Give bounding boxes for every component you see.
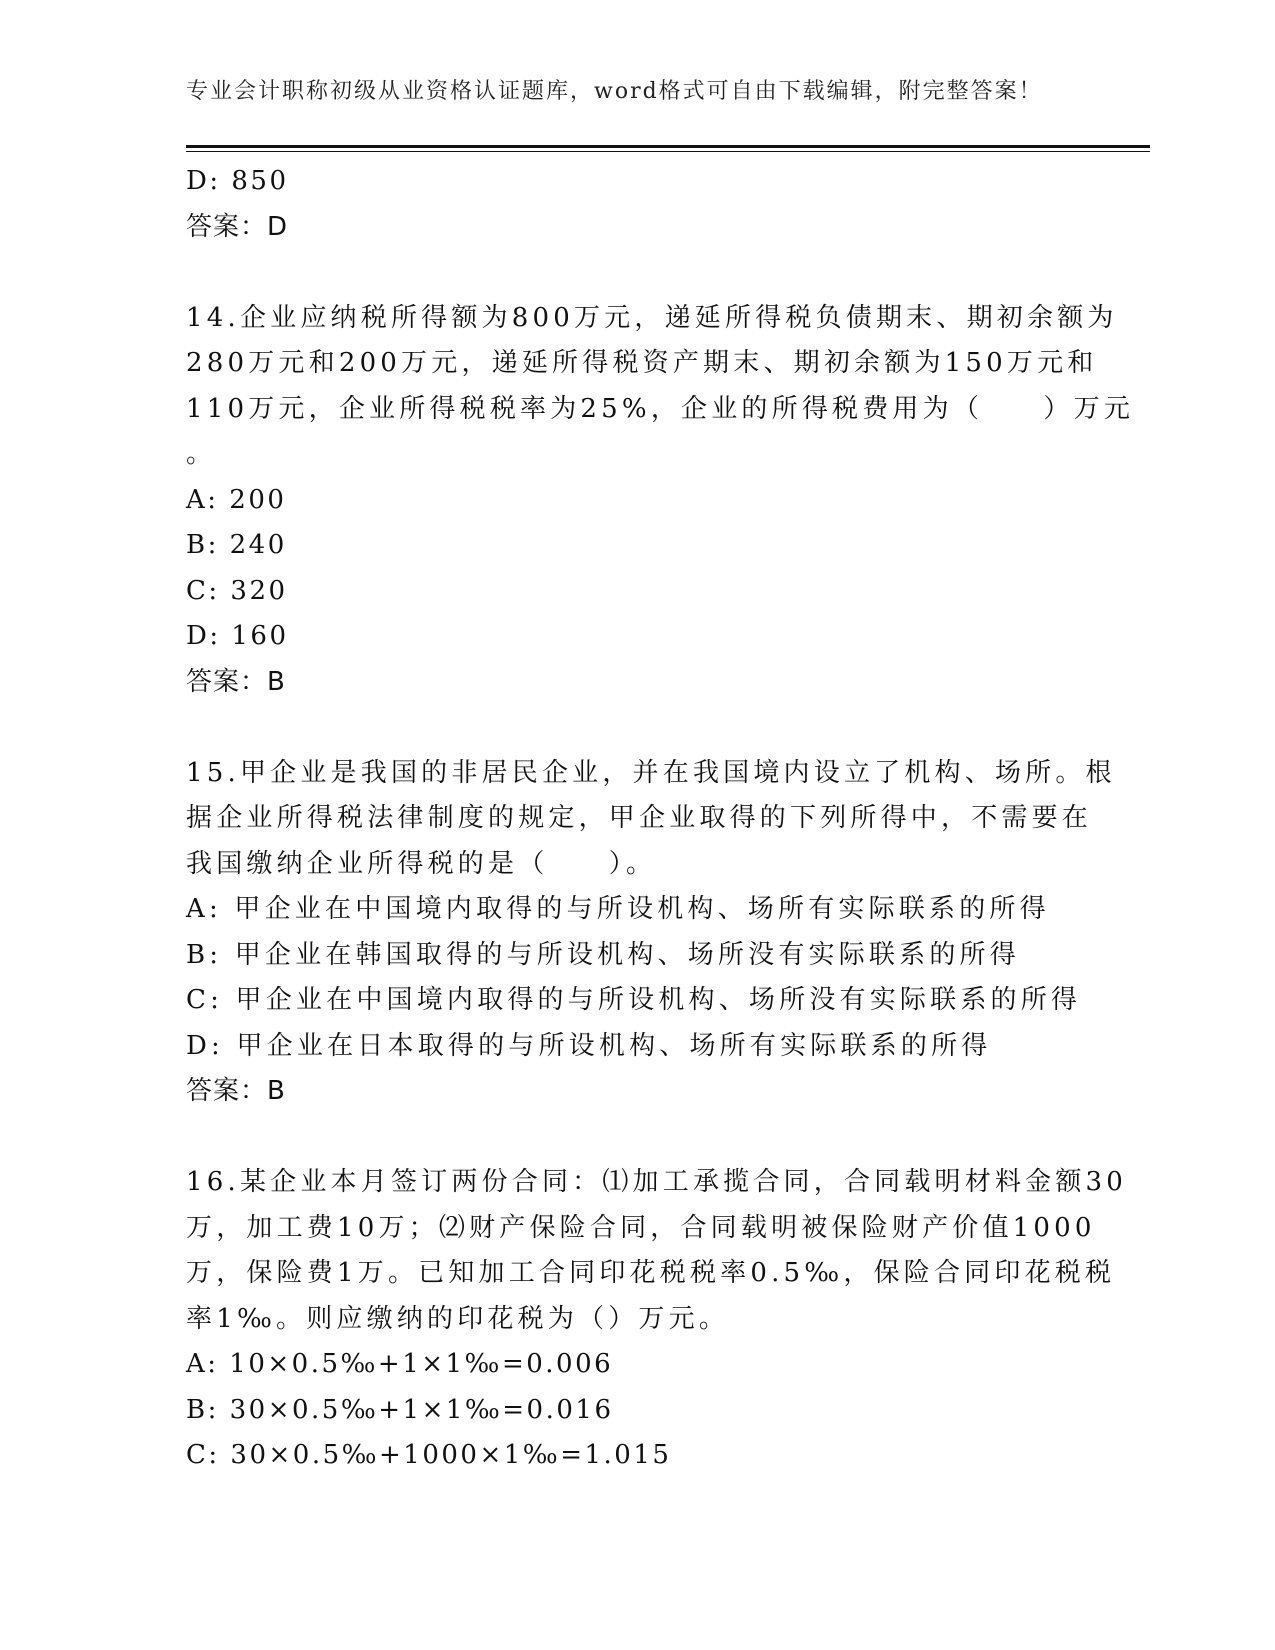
header-divider [186, 145, 1150, 148]
answer-line: 答案：B [186, 1076, 286, 1106]
question-stem-line: 15.甲企业是我国的非居民企业，并在我国境内设立了机构、场所。根 [186, 757, 1116, 788]
question-stem-line: 万，保险费1万。已知加工合同印花税税率0.5‰，保险合同印花税税 [186, 1258, 1116, 1288]
option-c: C: 320 [186, 575, 288, 606]
option-b: B: 甲企业在韩国取得的与所设机构、场所没有实际联系的所得 [186, 939, 1020, 970]
option-d: D: 160 [186, 621, 289, 651]
question-stem-line: 110万元，企业所得税税率为25%，企业的所得税费用为（ ）万元 [186, 393, 1135, 424]
question-stem-line: 。 [186, 439, 217, 469]
question-16 [186, 1160, 1128, 1479]
option-c: C: 甲企业在中国境内取得的与所设机构、场所没有实际联系的所得 [186, 985, 1082, 1015]
header-divider-thin [186, 151, 1150, 152]
answer-line: 答案：B [186, 666, 286, 697]
option-d: D: 甲企业在日本取得的与所设机构、场所有实际联系的所得 [186, 1030, 992, 1061]
question-stem-line: 率1‰。则应缴纳的印花税为（）万元。 [186, 1303, 730, 1334]
spacer [186, 1115, 1086, 1161]
question-stem-line: 14.企业应纳税所得额为800万元，递延所得税负债期末、期初余额为 [186, 302, 1118, 333]
spacer [186, 250, 1086, 296]
option-b: B: 240 [186, 530, 287, 560]
question-14 [186, 296, 1135, 706]
question-15 [186, 751, 1116, 1115]
question-stem-line: 280万元和200万元，递延所得税资产期末、期初余额为150万元和 [186, 348, 1098, 378]
option-a: A: 10×0.5‰+1×1‰=0.006 [186, 1349, 614, 1379]
question-stem-line: 万，加工费10万；⑵财产保险合同，合同载明被保险财产价值1000 [186, 1212, 1096, 1243]
question-stem-line: 我国缴纳企业所得税的是（ ）。 [186, 848, 657, 879]
option-b: B: 30×0.5‰+1×1‰=0.016 [186, 1394, 614, 1425]
answer-line: 答案：D [186, 211, 289, 242]
option-d: D: 850 [186, 166, 289, 196]
option-c: C: 30×0.5‰+1000×1‰=1.015 [186, 1440, 672, 1470]
question-stem-line: 16.某企业本月签订两份合同：⑴加工承揽合同，合同载明材料金额30 [186, 1167, 1128, 1197]
option-a: A: 200 [186, 484, 287, 515]
option-a: A: 甲企业在中国境内取得的与所设机构、场所有实际联系的所得 [186, 894, 1050, 924]
page-header: 专业会计职称初级从业资格认证题库，word格式可自由下载编辑，附完整答案！ [186, 79, 1043, 104]
question-content [186, 159, 1135, 1479]
spacer [186, 705, 1086, 751]
question-stem-line: 据企业所得税法律制度的规定，甲企业取得的下列所得中，不需要在 [186, 803, 1093, 833]
